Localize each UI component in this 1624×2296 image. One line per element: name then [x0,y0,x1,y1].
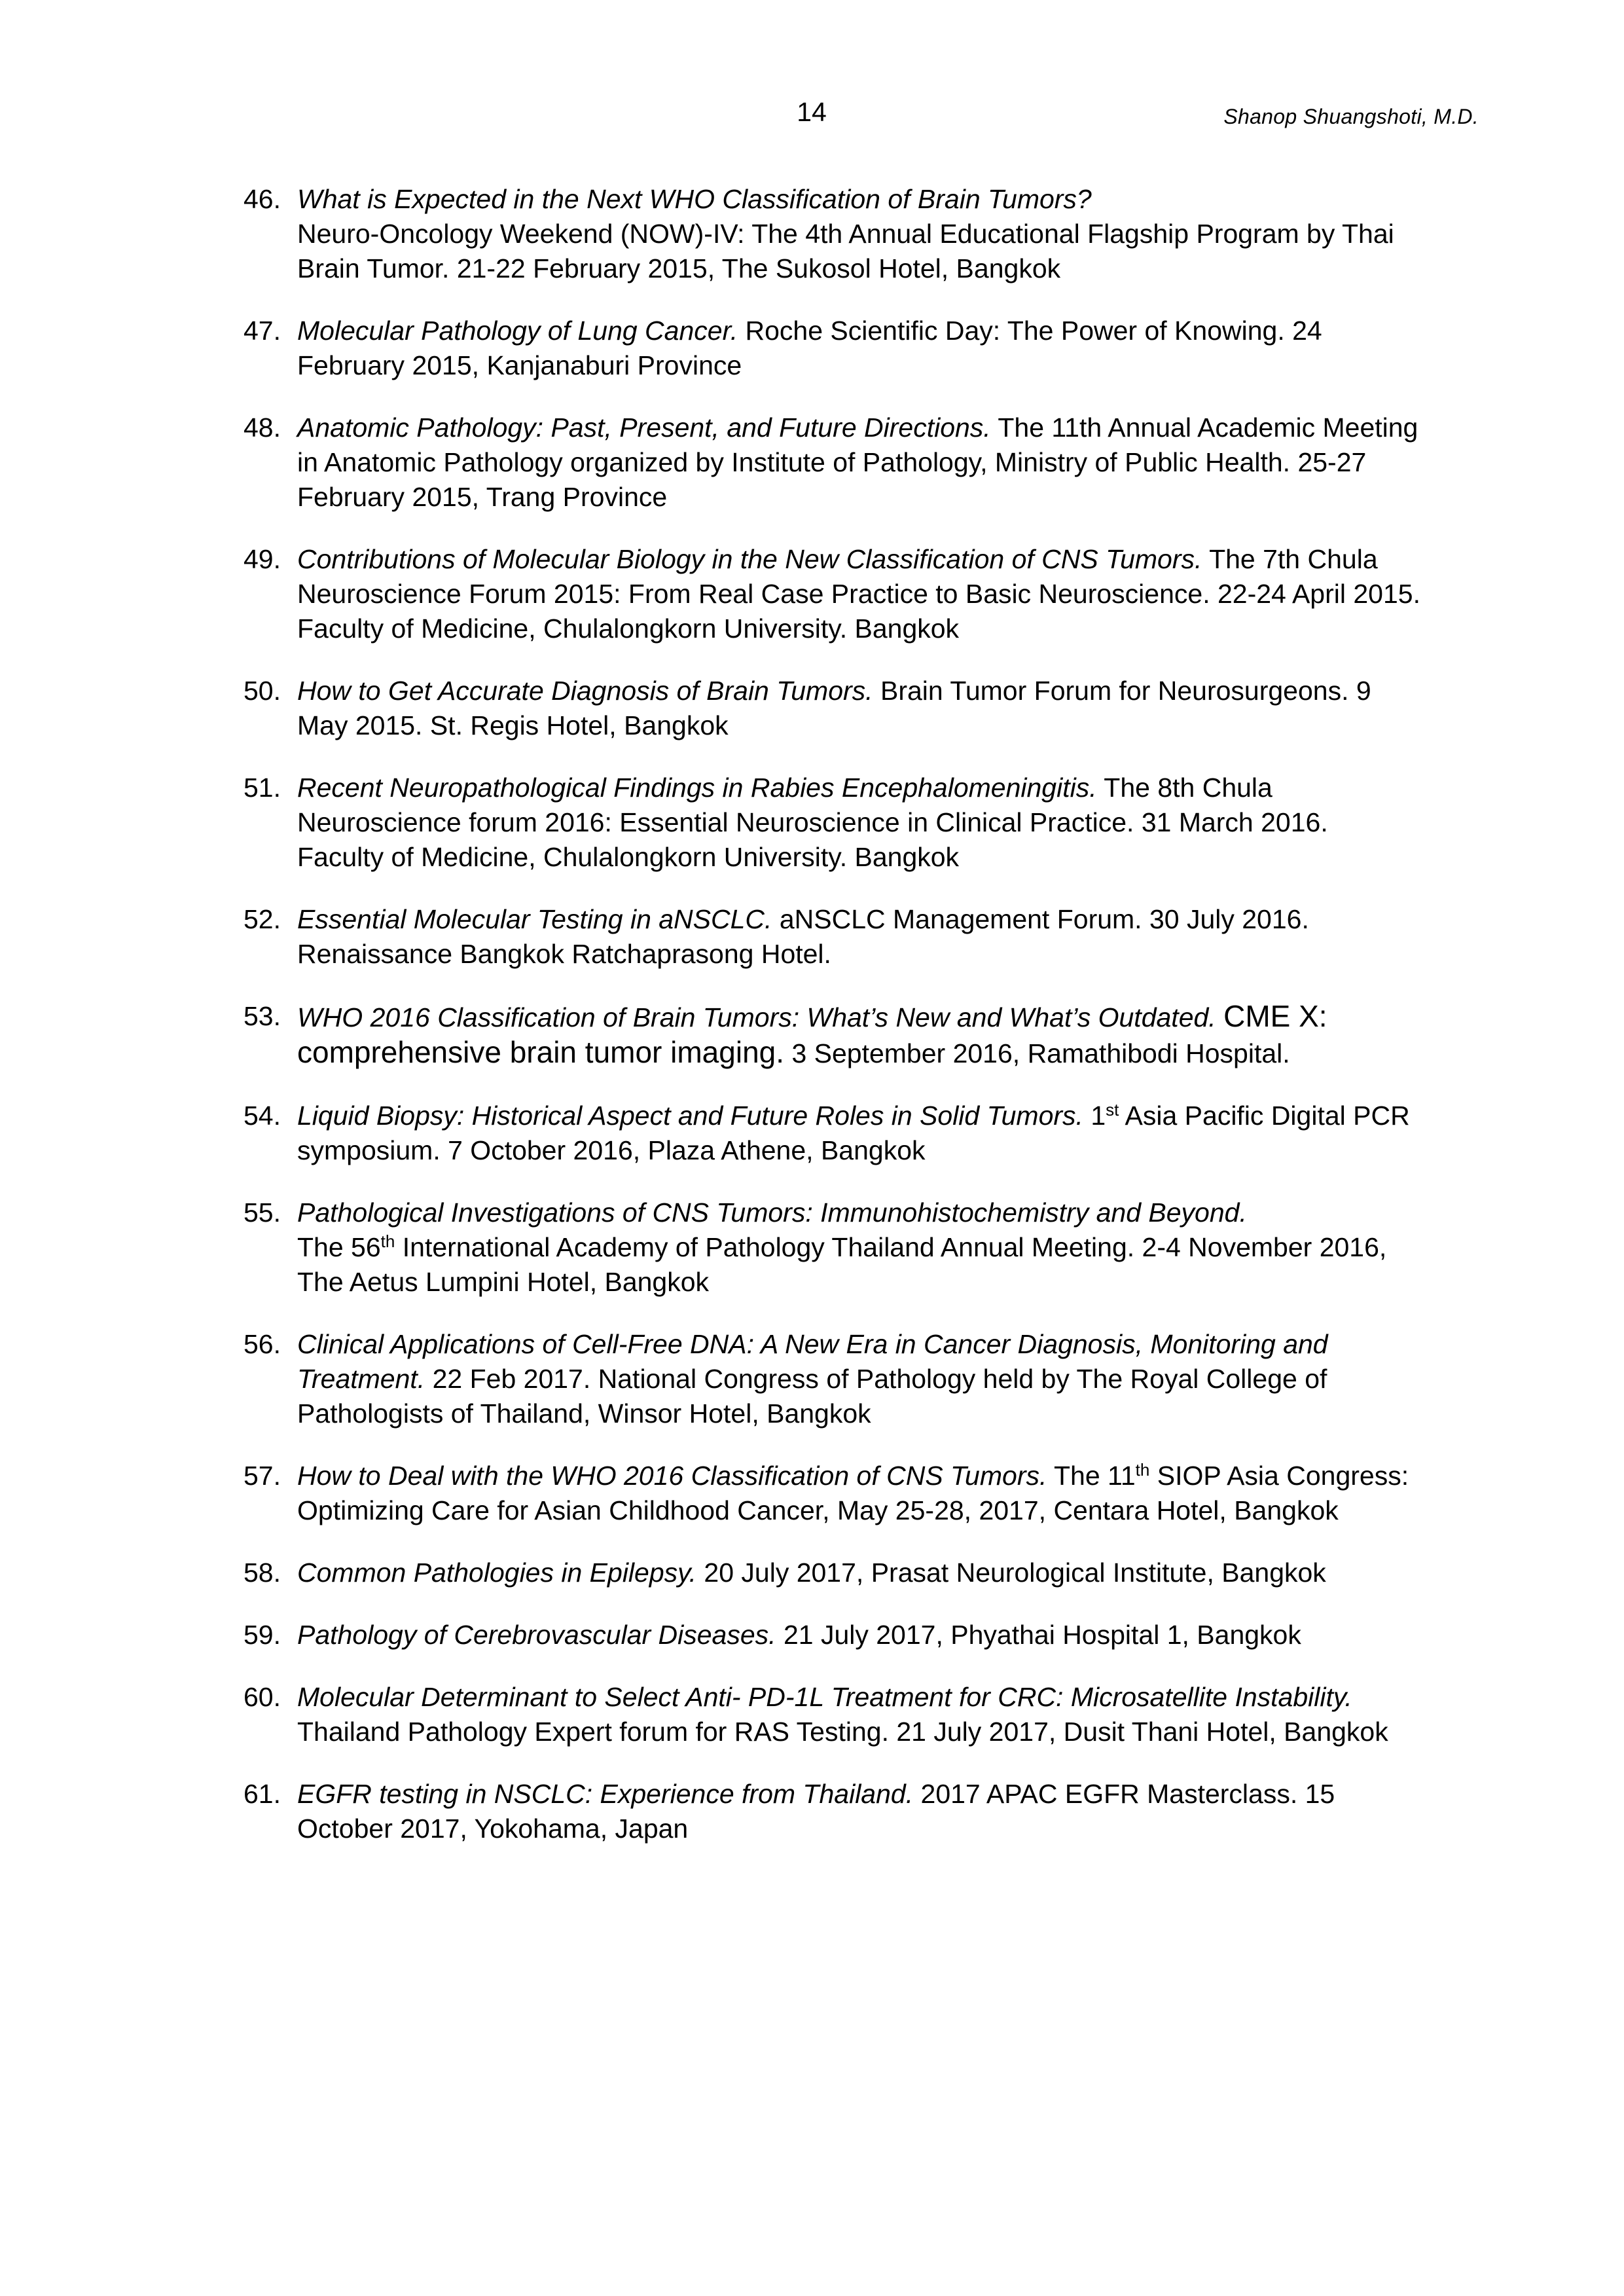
list-item [244,1459,1422,1528]
list-item [244,1777,1422,1846]
item-number: 61. [244,1779,281,1809]
item-detail: Neuro-Oncology Weekend (NOW)-IV: The 4th Annual Educational Flagship Program by Thai Brain Tumor. 21-22 February 2015, The Sukosol Hotel, Bangkok [297,219,1394,283]
item-title: Molecular Determinant to Select Anti- PD-1L Treatment for CRC: Microsatellite Instability. [297,1682,1352,1712]
ordinal-superscript: st [1106,1100,1119,1120]
item-number: 56. [244,1329,281,1359]
item-detail: The 11th Annual Academic Meeting in Anatomic Pathology organized by Institute of Pathology, Ministry of Public Health. 25-27 February 2015, Trang Province [297,412,1418,512]
page-number: 14 [797,97,827,127]
item-detail: 3 September 2016, Ramathibodi Hospital. [791,1038,1290,1068]
item-detail: SIOP Asia Congress: Optimizing Care for Asian Childhood Cancer, May 25-28, 2017, Centara Hotel, Bangkok [297,1461,1409,1525]
list-item [244,1195,1422,1300]
item-title: Pathology of Cerebrovascular Diseases. [297,1620,776,1650]
list-item [244,902,1422,972]
item-number: 60. [244,1682,281,1712]
item-number: 55. [244,1197,281,1228]
list-item [244,1680,1422,1749]
item-detail: 21 July 2017, Phyathai Hospital 1, Bangkok [783,1620,1301,1650]
item-title: Contributions of Molecular Biology in the New Classification of CNS Tumors. [297,544,1202,574]
list-item [244,1099,1422,1168]
running-header-author: Shanop Shuangshoti, M.D. [1223,105,1479,128]
item-title: Liquid Biopsy: Historical Aspect and Future Roles in Solid Tumors. [297,1101,1083,1131]
item-detail: Brain Tumor Forum for Neurosurgeons. 9 May 2015. St. Regis Hotel, Bangkok [297,676,1371,740]
ordinal-superscript: th [380,1231,395,1251]
item-detail-prefix: 1 [1091,1101,1106,1131]
item-number: 50. [244,676,281,706]
item-title: What is Expected in the Next WHO Classification of Brain Tumors? [297,184,1092,214]
item-number: 54. [244,1101,281,1131]
list-item [244,771,1422,875]
item-detail: Thailand Pathology Expert forum for RAS Testing. 21 July 2017, Dusit Thani Hotel, Bangkok [297,1717,1388,1747]
item-number: 58. [244,1558,281,1588]
item-number: 46. [244,184,281,214]
item-detail: Asia Pacific Digital PCR symposium. 7 October 2016, Plaza Athene, Bangkok [297,1101,1410,1165]
item-detail: Roche Scientific Day: The Power of Knowing. 24 February 2015, Kanjanaburi Province [297,316,1322,380]
item-title: Molecular Pathology of Lung Cancer. [297,316,738,346]
item-title: Anatomic Pathology: Past, Present, and Future Directions. [297,412,991,443]
item-number: 57. [244,1461,281,1491]
item-title: Pathological Investigations of CNS Tumors: Immunohistochemistry and Beyond. [297,1197,1247,1228]
list-item [244,1618,1422,1652]
list-item [244,542,1422,646]
item-number: 47. [244,316,281,346]
item-number: 53. [244,1001,281,1031]
item-detail: aNSCLC Management Forum. 30 July 2016. Renaissance Bangkok Ratchaprasong Hotel. [297,904,1309,969]
list-item [244,1327,1422,1431]
item-detail: The 7th Chula Neuroscience Forum 2015: From Real Case Practice to Basic Neuroscience. 22-24 April 2015. Faculty of Medicine, Chulalongkorn University. Bangkok [297,544,1420,644]
list-item [244,674,1422,743]
item-title: Essential Molecular Testing in aNSCLC. [297,904,772,934]
item-title: EGFR testing in NSCLC: Experience from Thailand. [297,1779,914,1809]
item-detail-prefix: The 11 [1054,1461,1136,1491]
item-title: Recent Neuropathological Findings in Rabies Encephalomeningitis. [297,773,1097,803]
item-number: 51. [244,773,281,803]
list-item [244,410,1422,515]
list-item [244,314,1422,383]
item-title: How to Get Accurate Diagnosis of Brain Tumors. [297,676,873,706]
item-detail-large: CME X: comprehensive brain tumor imaging. [297,999,1327,1069]
list-item [244,182,1422,286]
item-detail: 20 July 2017, Prasat Neurological Institute, Bangkok [704,1558,1326,1588]
item-title: WHO 2016 Classification of Brain Tumors: What’s New and What’s Outdated. [297,1002,1216,1032]
list-item [244,999,1422,1071]
item-number: 52. [244,904,281,934]
item-title: How to Deal with the WHO 2016 Classification of CNS Tumors. [297,1461,1047,1491]
item-title: Common Pathologies in Epilepsy. [297,1558,696,1588]
ordinal-superscript: th [1135,1460,1150,1480]
presentation-list [244,182,1422,1874]
item-detail: International Academy of Pathology Thailand Annual Meeting. 2-4 November 2016, The Aetus Lumpini Hotel, Bangkok [297,1232,1387,1297]
item-number: 49. [244,544,281,574]
item-detail-prefix: The 56 [297,1232,381,1262]
list-item [244,1556,1422,1590]
item-title: Clinical Applications of Cell-Free DNA: A New Era in Cancer Diagnosis, Monitoring and Treatment. [297,1329,1328,1394]
item-detail: 22 Feb 2017. National Congress of Pathology held by The Royal College of Pathologists of Thailand, Winsor Hotel, Bangkok [297,1364,1327,1429]
item-detail: 2017 APAC EGFR Masterclass. 15 October 2017, Yokohama, Japan [297,1779,1335,1844]
item-number: 48. [244,412,281,443]
item-detail: The 8th Chula Neuroscience forum 2016: Essential Neuroscience in Clinical Practice. 31 March 2016. Faculty of Medicine, Chulalongkorn University. Bangkok [297,773,1328,872]
item-number: 59. [244,1620,281,1650]
